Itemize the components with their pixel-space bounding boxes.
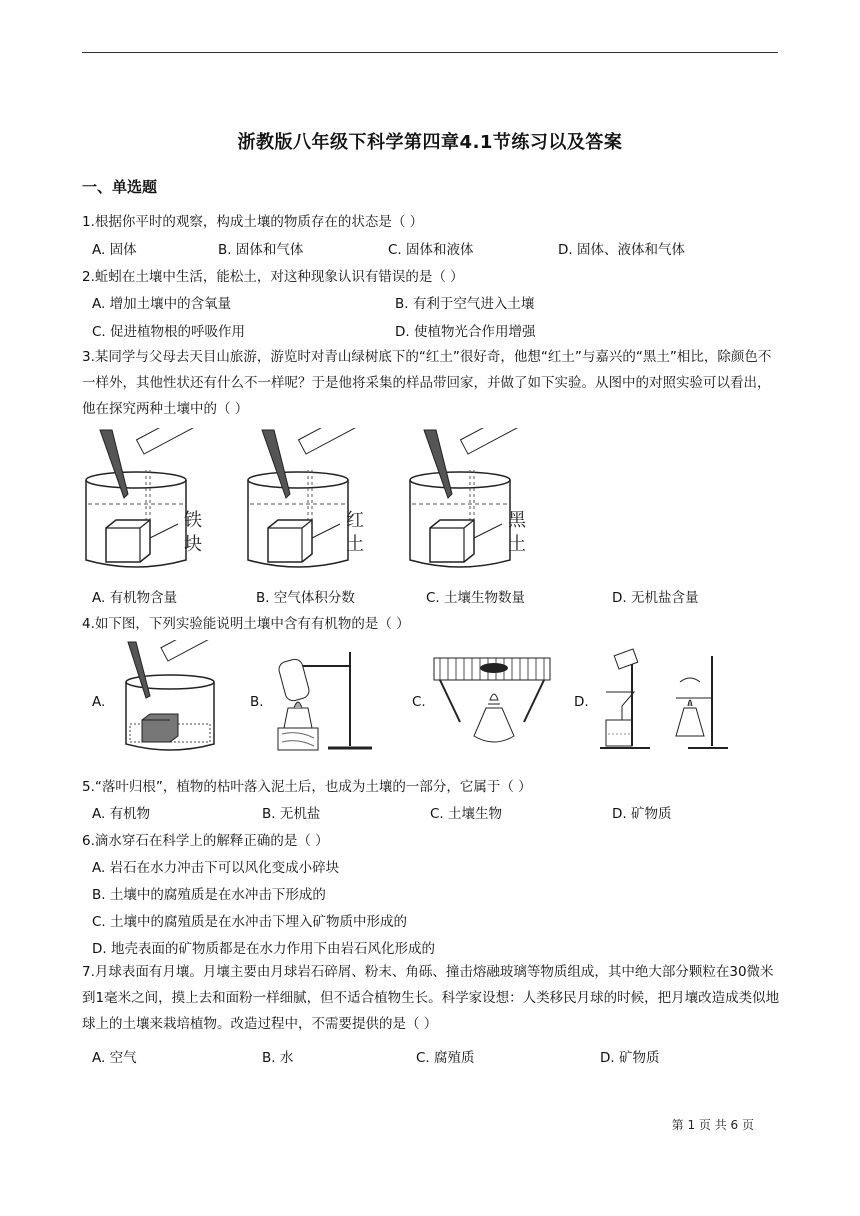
beaker-black-soil xyxy=(410,428,527,567)
q2-option-b[interactable]: B. 有利于空气进入土壤 xyxy=(395,296,535,312)
q2-option-a[interactable]: A. 增加土壤中的含氧量 xyxy=(92,296,232,312)
header-rule xyxy=(82,52,778,53)
section-heading: 一、单选题 xyxy=(82,178,158,196)
svg-text:红: 红 xyxy=(346,510,364,531)
q3-option-b[interactable]: B. 空气体积分数 xyxy=(256,590,355,606)
beaker-iron xyxy=(86,428,202,567)
q3-option-d[interactable]: D. 无机盐含量 xyxy=(612,590,699,606)
label-iron-1: 铁 xyxy=(184,510,202,531)
q5-option-d[interactable]: D. 矿物质 xyxy=(612,806,672,822)
q7-option-c[interactable]: C. 腐殖质 xyxy=(416,1050,475,1066)
q7-option-a[interactable]: A. 空气 xyxy=(92,1050,137,1066)
q1-option-c[interactable]: C. 固体和液体 xyxy=(388,242,474,258)
question-4-stem: 4.如下图，下列实验能说明土壤中含有有机物的是（ ） xyxy=(82,616,410,632)
q6-option-b[interactable]: B. 土壤中的腐殖质是在水冲击下形成的 xyxy=(92,887,326,903)
page-footer: 第 1 页 共 6 页 xyxy=(671,1118,754,1132)
q5-option-a[interactable]: A. 有机物 xyxy=(92,806,151,822)
label-iron-2: 块 xyxy=(184,534,202,555)
q4-figure-c xyxy=(430,652,554,752)
q1-option-d[interactable]: D. 固体、液体和气体 xyxy=(558,242,685,258)
question-1-stem: 1.根据你平时的观察，构成土壤的物质存在的状态是（ ） xyxy=(82,214,424,230)
q1-option-a[interactable]: A. 固体 xyxy=(92,242,137,258)
svg-text:土: 土 xyxy=(346,534,364,555)
q5-option-b[interactable]: B. 无机盐 xyxy=(262,806,321,822)
q6-option-d[interactable]: D. 地壳表面的矿物质都是在水力作用下由岩石风化形成的 xyxy=(92,941,435,957)
question-7-stem: 7.月球表面有月壤。月壤主要由月球岩石碎屑、粉末、角砾、撞击熔融玻璃等物质组成，其中绝大部分颗粒在30微米到1毫米之间，摸上去和面粉一样细腻，但不适合植物生长。科学家设想：人类移民月球的时候，把月壤改造成类似地球上的土壤来栽培植物。改造过程中，不需要提供的是（ ） xyxy=(82,964,780,1032)
svg-text:黑: 黑 xyxy=(508,510,526,531)
q4-option-a[interactable]: A. xyxy=(92,694,106,710)
beaker-red-soil xyxy=(248,428,364,567)
q2-option-c[interactable]: C. 促进植物根的呼吸作用 xyxy=(92,324,246,340)
q4-figure-a xyxy=(114,640,234,756)
q5-option-c[interactable]: C. 土壤生物 xyxy=(430,806,503,822)
question-6-stem: 6.滴水穿石在科学上的解释正确的是（ ） xyxy=(82,833,329,849)
question-3-stem: 3.某同学与父母去天目山旅游，游览时对青山绿树底下的“红土”很好奇，他想“红土”与嘉兴的“黑土”相比，除颜色不一样外，其他性状还有什么不一样呢？于是他将采集的样品带回家，并做了如下实验。从图中的对照实验可以看出，他在探究两种土壤中的（ ） xyxy=(82,349,772,417)
q6-option-a[interactable]: A. 岩石在水力冲击下可以风化变成小碎块 xyxy=(92,860,340,876)
question-2-stem: 2.蚯蚓在土壤中生活，能松土，对这种现象认识有错误的是（ ） xyxy=(82,269,464,285)
q1-option-b[interactable]: B. 固体和气体 xyxy=(218,242,304,258)
q4-figure-d xyxy=(592,648,732,754)
q4-option-d[interactable]: D. xyxy=(574,694,589,710)
question-5-stem: 5.“落叶归根”，植物的枯叶落入泥土后，也成为土壤的一部分，它属于（ ） xyxy=(82,779,532,795)
q7-option-b[interactable]: B. 水 xyxy=(262,1050,294,1066)
q2-option-d[interactable]: D. 使植物光合作用增强 xyxy=(395,324,536,340)
q4-option-c[interactable]: C. xyxy=(412,694,426,710)
q7-option-d[interactable]: D. 矿物质 xyxy=(600,1050,660,1066)
q6-option-c[interactable]: C. 土壤中的腐殖质是在水冲击下埋入矿物质中形成的 xyxy=(92,914,408,930)
q3-option-c[interactable]: C. 土壤生物数量 xyxy=(426,590,526,606)
page-title: 浙教版八年级下科学第四章4.1节练习以及答案 xyxy=(237,132,623,153)
q4-option-b[interactable]: B. xyxy=(250,694,264,710)
q3-figure xyxy=(76,428,546,576)
q4-figure-b xyxy=(268,648,378,754)
q3-option-a[interactable]: A. 有机物含量 xyxy=(92,590,178,606)
svg-text:土: 土 xyxy=(508,534,526,555)
